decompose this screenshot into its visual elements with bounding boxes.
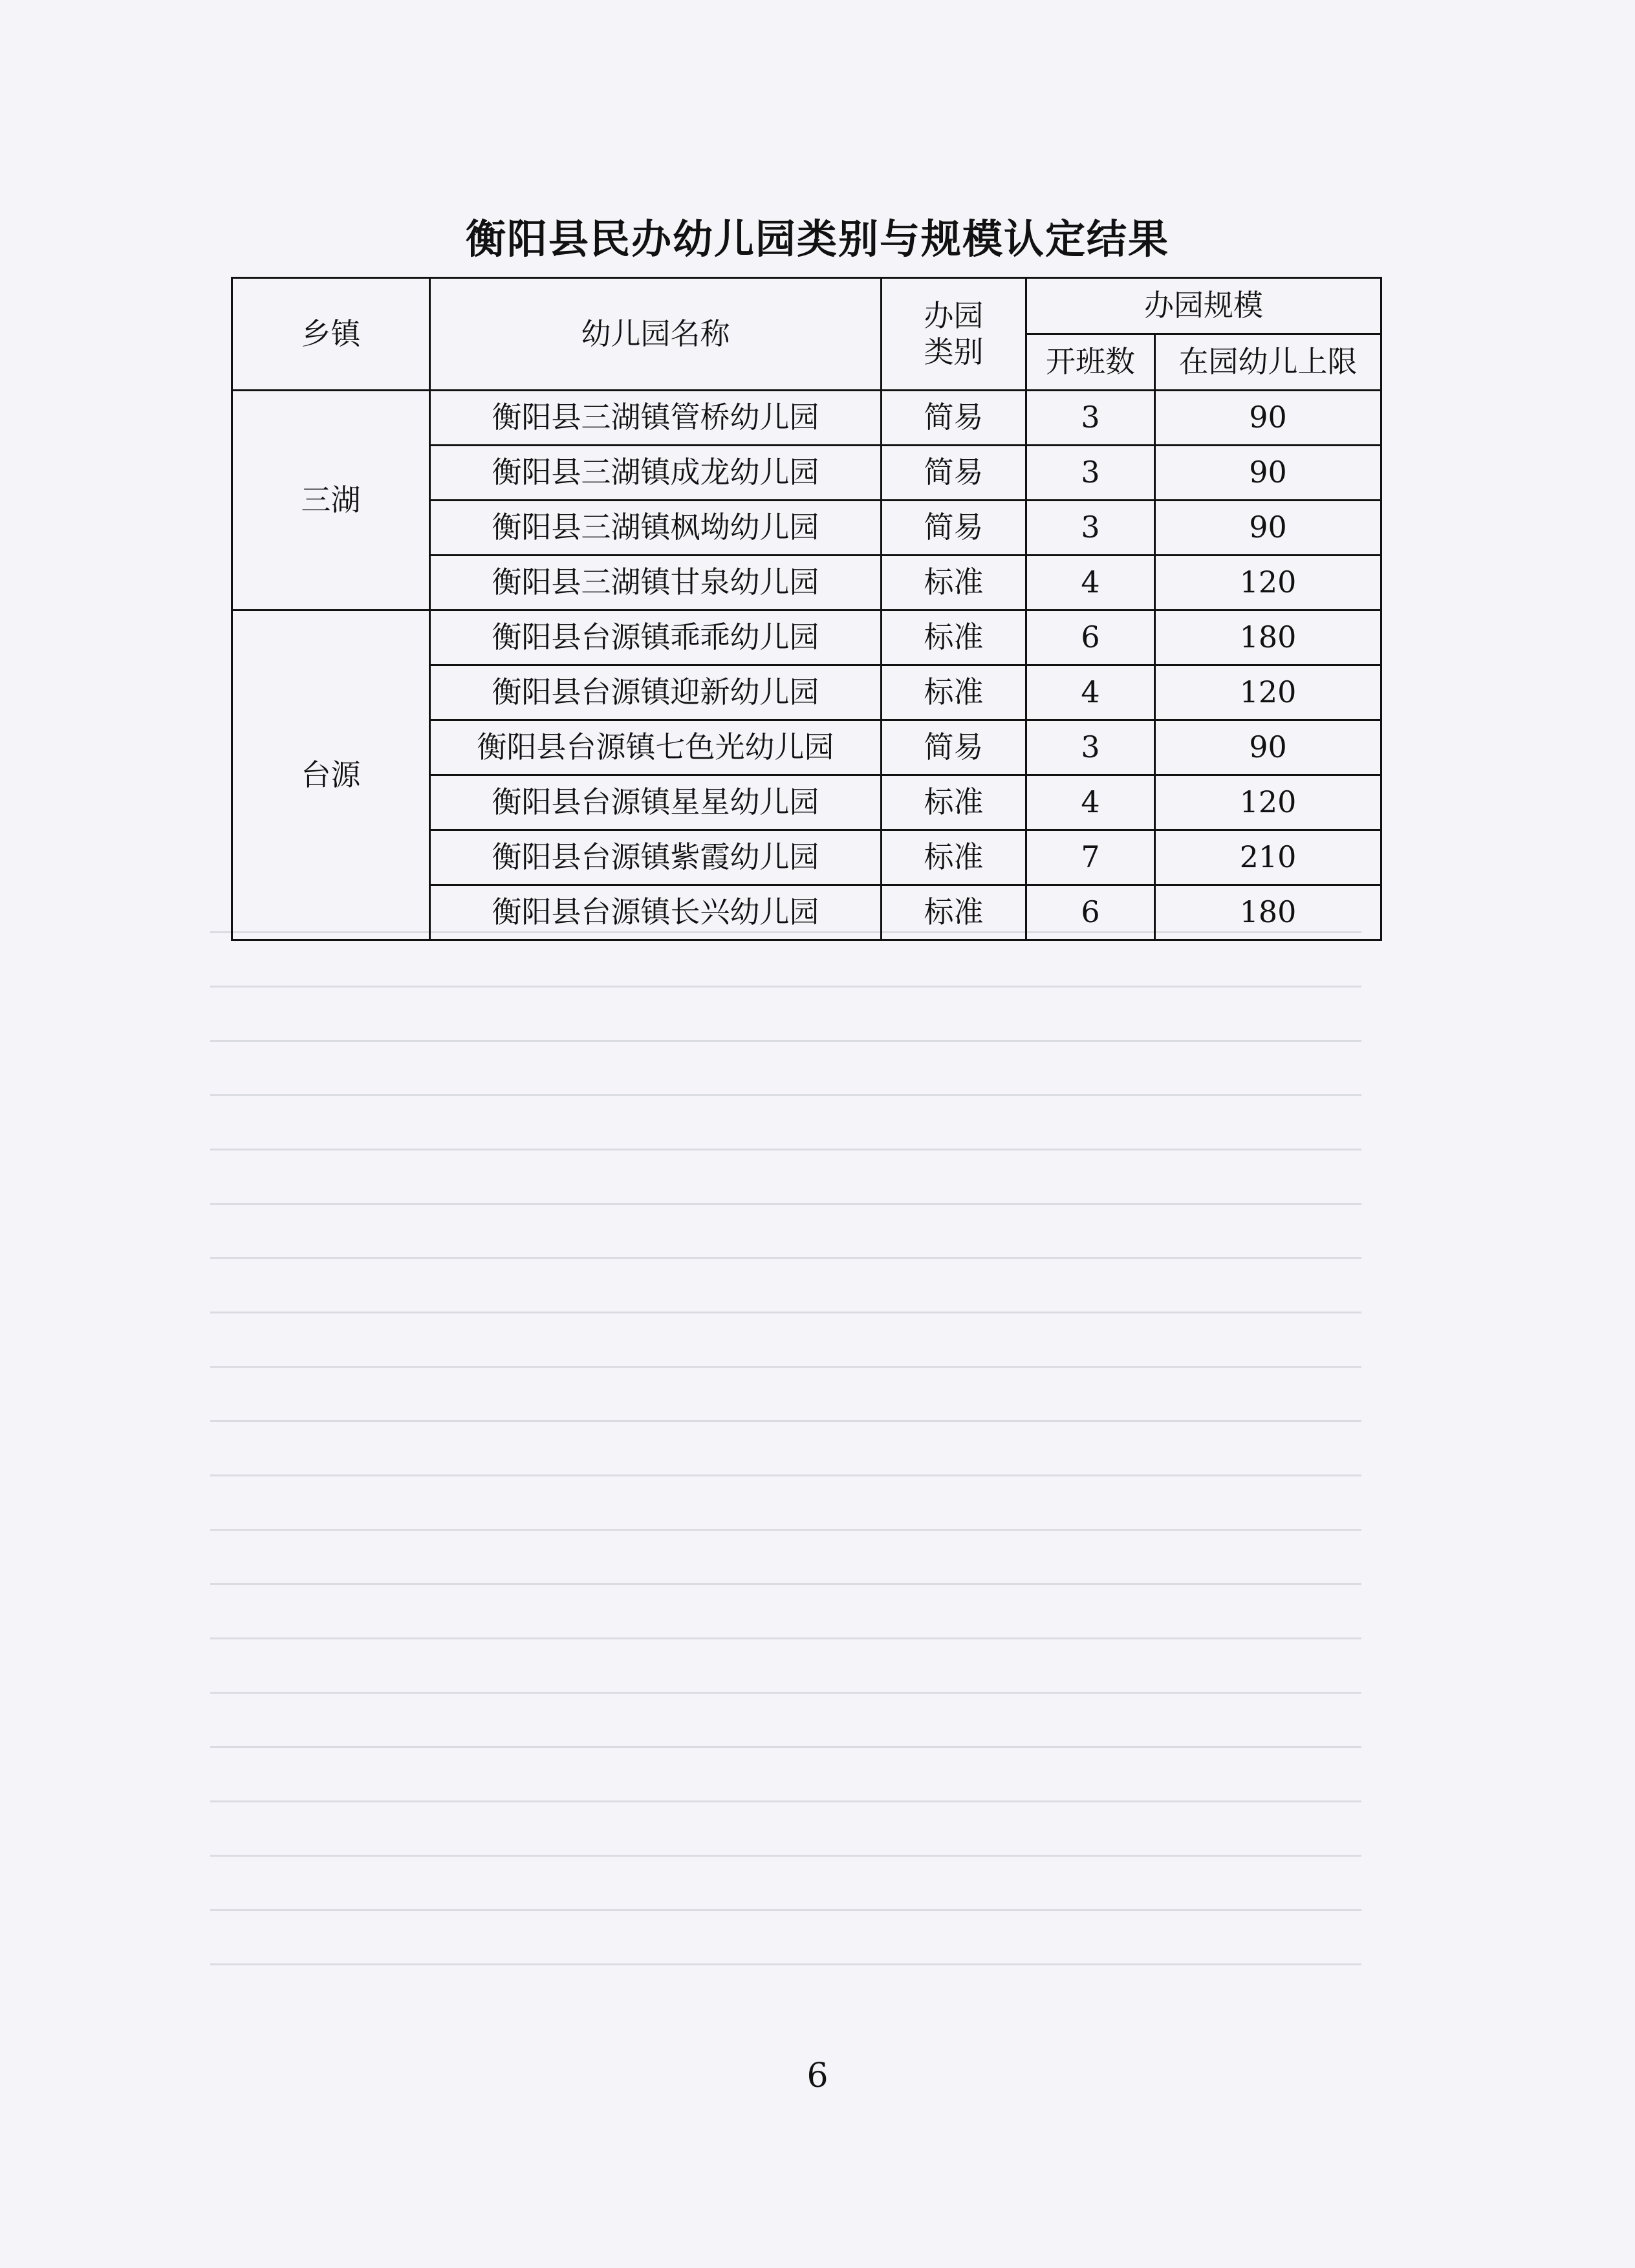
ghost-line bbox=[210, 1637, 1361, 1639]
town-cell: 台源 bbox=[232, 610, 430, 940]
ghost-line bbox=[210, 1366, 1361, 1368]
classes-cell: 3 bbox=[1026, 446, 1155, 501]
ghost-line bbox=[210, 1474, 1361, 1476]
table-row bbox=[232, 391, 1381, 446]
type-cell: 标准 bbox=[882, 830, 1026, 885]
classes-cell: 7 bbox=[1026, 830, 1155, 885]
ghost-line bbox=[210, 1529, 1361, 1531]
limit-cell: 120 bbox=[1155, 556, 1381, 610]
ghost-line bbox=[210, 1909, 1361, 1911]
kindergarten-name-cell: 衡阳县三湖镇甘泉幼儿园 bbox=[430, 556, 882, 610]
table-row bbox=[232, 610, 1381, 665]
header-name: 幼儿园名称 bbox=[430, 278, 882, 391]
limit-cell: 180 bbox=[1155, 885, 1381, 940]
kindergarten-name-cell: 衡阳县三湖镇成龙幼儿园 bbox=[430, 446, 882, 501]
town-cell: 三湖 bbox=[232, 391, 430, 610]
header-type bbox=[882, 278, 1026, 391]
ghost-line bbox=[210, 1257, 1361, 1259]
kindergarten-table bbox=[231, 277, 1382, 941]
kindergarten-name-cell: 衡阳县三湖镇管桥幼儿园 bbox=[430, 391, 882, 446]
limit-cell: 90 bbox=[1155, 501, 1381, 556]
classes-cell: 3 bbox=[1026, 391, 1155, 446]
classes-cell: 4 bbox=[1026, 556, 1155, 610]
kindergarten-name-cell: 衡阳县台源镇紫霞幼儿园 bbox=[430, 830, 882, 885]
page-title: 衡阳县民办幼儿园类别与规模认定结果 bbox=[465, 215, 1169, 263]
page-number: 6 bbox=[807, 2057, 828, 2095]
kindergarten-name-cell: 衡阳县台源镇星星幼儿园 bbox=[430, 775, 882, 830]
classes-cell: 3 bbox=[1026, 720, 1155, 775]
ghost-line bbox=[210, 1420, 1361, 1422]
table-body bbox=[232, 391, 1381, 940]
type-cell: 简易 bbox=[882, 446, 1026, 501]
ghost-line bbox=[210, 1963, 1361, 1965]
type-cell: 标准 bbox=[882, 775, 1026, 830]
kindergarten-name-cell: 衡阳县台源镇七色光幼儿园 bbox=[430, 720, 882, 775]
limit-cell: 180 bbox=[1155, 610, 1381, 665]
ghost-line bbox=[210, 1800, 1361, 1802]
ghost-line bbox=[210, 1855, 1361, 1857]
limit-cell: 210 bbox=[1155, 830, 1381, 885]
type-cell: 简易 bbox=[882, 501, 1026, 556]
header-classes: 开班数 bbox=[1026, 334, 1155, 391]
type-cell: 标准 bbox=[882, 610, 1026, 665]
type-cell: 标准 bbox=[882, 885, 1026, 940]
header-scale: 办园规模 bbox=[1026, 278, 1381, 334]
ghost-line bbox=[210, 1149, 1361, 1150]
kindergarten-name-cell: 衡阳县台源镇长兴幼儿园 bbox=[430, 885, 882, 940]
ghost-line bbox=[210, 1583, 1361, 1585]
limit-cell: 120 bbox=[1155, 665, 1381, 720]
classes-cell: 3 bbox=[1026, 501, 1155, 556]
ghost-line bbox=[210, 1203, 1361, 1205]
limit-cell: 90 bbox=[1155, 391, 1381, 446]
kindergarten-name-cell: 衡阳县台源镇迎新幼儿园 bbox=[430, 665, 882, 720]
classes-cell: 4 bbox=[1026, 775, 1155, 830]
type-cell: 简易 bbox=[882, 720, 1026, 775]
header-limit: 在园幼儿上限 bbox=[1155, 334, 1381, 391]
classes-cell: 6 bbox=[1026, 610, 1155, 665]
classes-cell: 6 bbox=[1026, 885, 1155, 940]
kindergarten-name-cell: 衡阳县台源镇乖乖幼儿园 bbox=[430, 610, 882, 665]
ghost-line bbox=[210, 986, 1361, 988]
ghost-line bbox=[210, 1312, 1361, 1313]
type-cell: 标准 bbox=[882, 665, 1026, 720]
kindergarten-name-cell: 衡阳县三湖镇枫坳幼儿园 bbox=[430, 501, 882, 556]
limit-cell: 120 bbox=[1155, 775, 1381, 830]
ghost-line bbox=[210, 1094, 1361, 1096]
ghost-line bbox=[210, 1040, 1361, 1042]
ghost-line bbox=[210, 1692, 1361, 1694]
classes-cell: 4 bbox=[1026, 665, 1155, 720]
limit-cell: 90 bbox=[1155, 720, 1381, 775]
header-town: 乡镇 bbox=[232, 278, 430, 391]
type-cell: 标准 bbox=[882, 556, 1026, 610]
header-type-label: 办园 类别 bbox=[924, 298, 984, 369]
reverse-side-show-through bbox=[210, 931, 1361, 2018]
limit-cell: 90 bbox=[1155, 446, 1381, 501]
ghost-line bbox=[210, 1746, 1361, 1748]
type-cell: 简易 bbox=[882, 391, 1026, 446]
